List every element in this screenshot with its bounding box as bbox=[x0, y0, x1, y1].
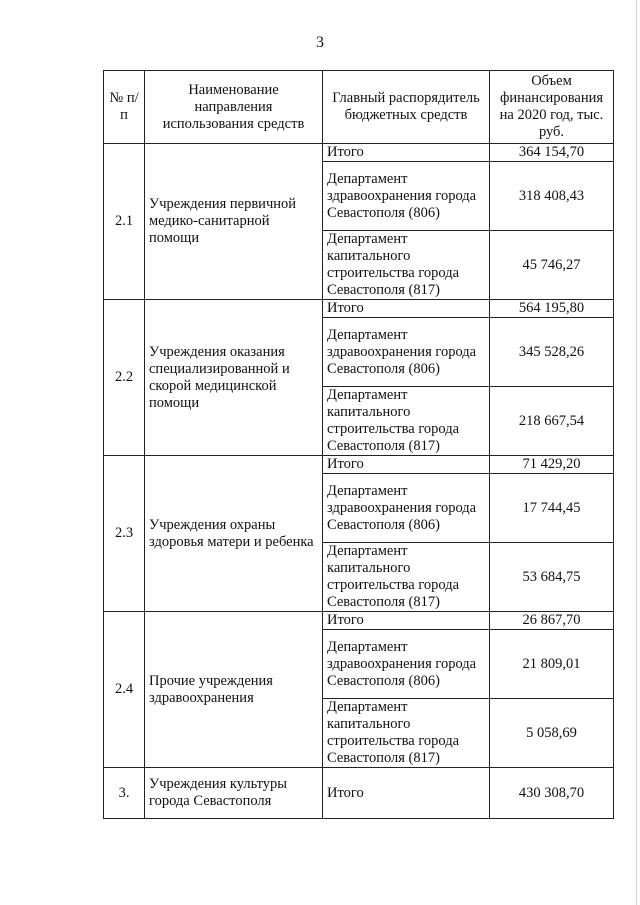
header-amount: Объем финансирования на 2020 год, тыс. руб. bbox=[490, 71, 614, 144]
financing-amount: 318 408,43 bbox=[490, 162, 614, 231]
direction-name: Учреждения первичной медико-санитарной помощи bbox=[145, 144, 323, 300]
table-row bbox=[104, 144, 614, 162]
direction-name: Учреждения оказания специализированной и скорой медицинской помощи bbox=[145, 300, 323, 456]
budget-manager: Департамент капитального строительства города Севастополя (817) bbox=[323, 231, 490, 300]
row-number: 3. bbox=[104, 768, 145, 819]
total-label: Итого bbox=[323, 612, 490, 630]
row-number: 2.4 bbox=[104, 612, 145, 768]
direction-name: Прочие учреждения здравоохранения bbox=[145, 612, 323, 768]
total-label: Итого bbox=[323, 456, 490, 474]
header-num: № п/п bbox=[104, 71, 145, 144]
header-manager: Главный распорядитель бюджетных средств bbox=[323, 71, 490, 144]
budget-manager: Итого bbox=[323, 768, 490, 819]
page-number: 3 bbox=[316, 34, 324, 51]
financing-amount: 21 809,01 bbox=[490, 630, 614, 699]
row-number: 2.2 bbox=[104, 300, 145, 456]
budget-manager: Департамент капитального строительства города Севастополя (817) bbox=[323, 387, 490, 456]
total-amount: 26 867,70 bbox=[490, 612, 614, 630]
financing-amount: 5 058,69 bbox=[490, 699, 614, 768]
total-amount: 71 429,20 bbox=[490, 456, 614, 474]
total-amount: 364 154,70 bbox=[490, 144, 614, 162]
financing-table bbox=[103, 70, 614, 819]
header-direction: Наименование направления использования средств bbox=[145, 71, 323, 144]
total-label: Итого bbox=[323, 300, 490, 318]
total-label: Итого bbox=[323, 144, 490, 162]
row-number: 2.3 bbox=[104, 456, 145, 612]
direction-name: Учреждения культуры города Севастополя bbox=[145, 768, 323, 819]
total-amount: 564 195,80 bbox=[490, 300, 614, 318]
table-row bbox=[104, 768, 614, 819]
budget-manager: Департамент капитального строительства города Севастополя (817) bbox=[323, 543, 490, 612]
financing-amount: 45 746,27 bbox=[490, 231, 614, 300]
financing-amount: 17 744,45 bbox=[490, 474, 614, 543]
financing-amount: 430 308,70 bbox=[490, 768, 614, 819]
header-row bbox=[104, 71, 614, 144]
table-row bbox=[104, 300, 614, 318]
budget-manager: Департамент капитального строительства города Севастополя (817) bbox=[323, 699, 490, 768]
budget-manager: Департамент здравоохранения города Севастополя (806) bbox=[323, 318, 490, 387]
budget-manager: Департамент здравоохранения города Севастополя (806) bbox=[323, 630, 490, 699]
financing-amount: 345 528,26 bbox=[490, 318, 614, 387]
financing-amount: 218 667,54 bbox=[490, 387, 614, 456]
direction-name: Учреждения охраны здоровья матери и ребенка bbox=[145, 456, 323, 612]
financing-amount: 53 684,75 bbox=[490, 543, 614, 612]
table-row bbox=[104, 612, 614, 630]
budget-manager: Департамент здравоохранения города Севастополя (806) bbox=[323, 474, 490, 543]
row-number: 2.1 bbox=[104, 144, 145, 300]
scan-edge-line bbox=[636, 0, 637, 905]
table-row bbox=[104, 456, 614, 474]
budget-manager: Департамент здравоохранения города Севастополя (806) bbox=[323, 162, 490, 231]
